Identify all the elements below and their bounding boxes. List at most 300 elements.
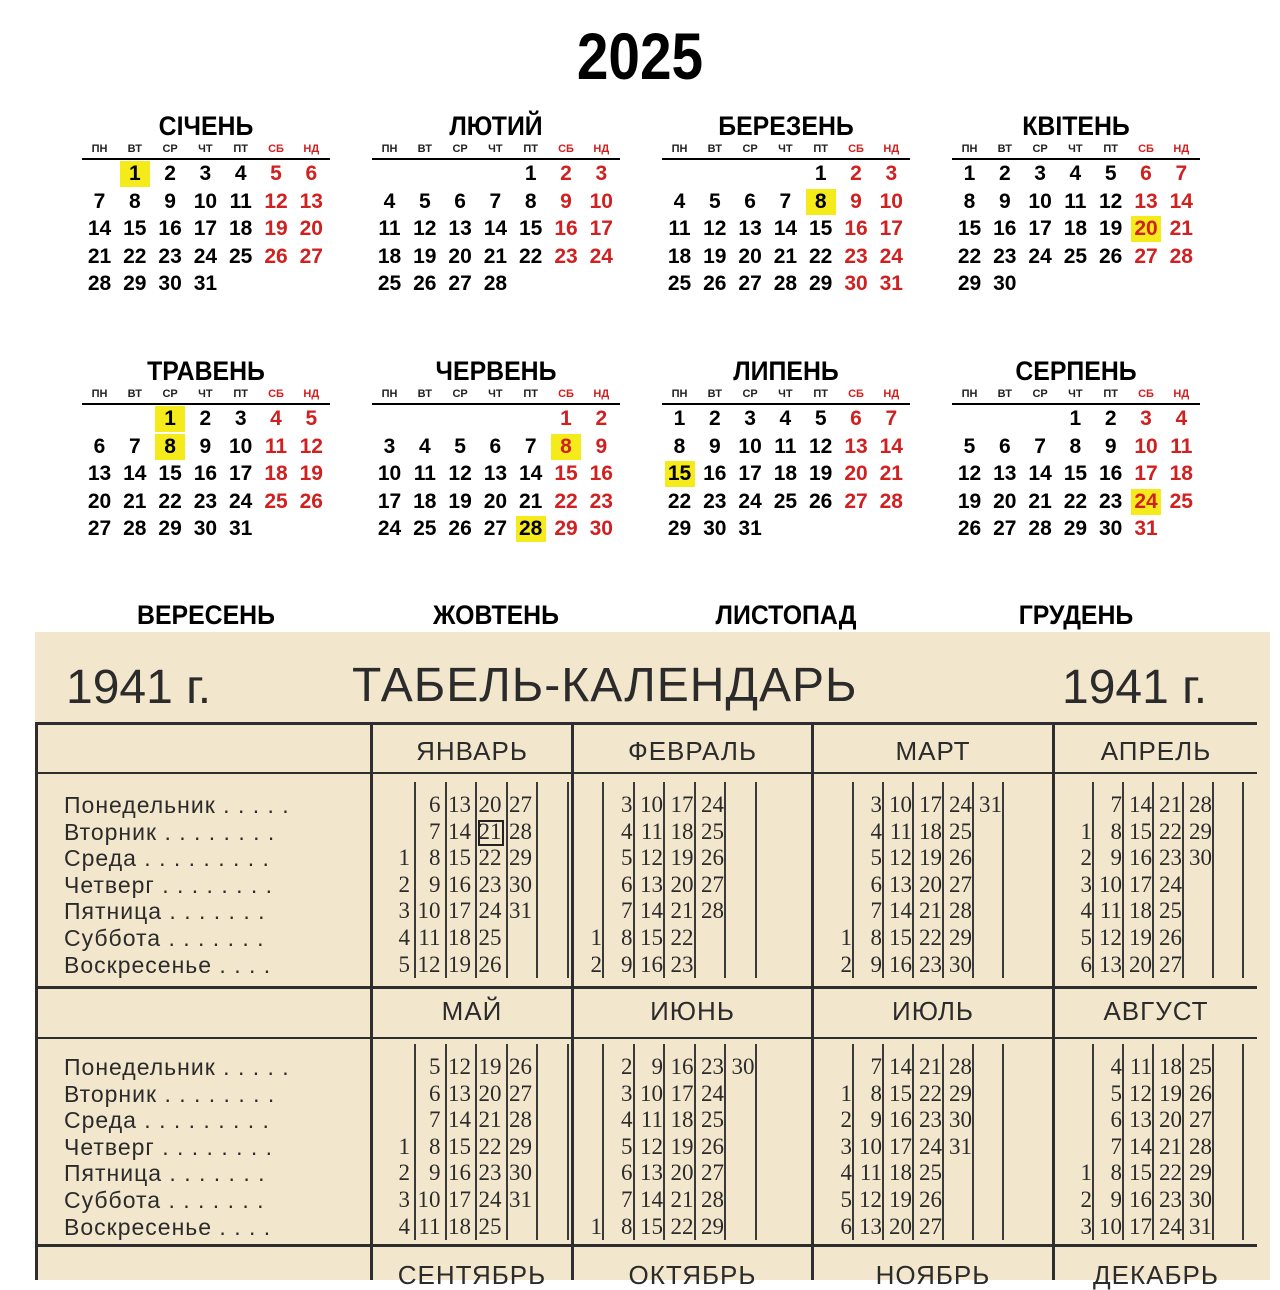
day-cell: 22: [478, 845, 502, 871]
day-cell: 12: [859, 1187, 882, 1212]
day-cell: 14: [1129, 1133, 1152, 1159]
day-cell: 29: [809, 272, 833, 296]
day-cell: 12: [1129, 1080, 1152, 1106]
day-cell: 5: [621, 1133, 633, 1159]
day-cell: 4: [398, 925, 410, 950]
weekday-label: СБ: [1138, 388, 1154, 400]
day-cell: 11: [640, 818, 663, 844]
day-cell: 6: [429, 1080, 441, 1106]
weekday-label: Среда . . . . . . . . .: [64, 845, 270, 872]
day-cell: 31: [1189, 1213, 1212, 1239]
day-cell: 26: [413, 272, 437, 296]
day-cell: 22: [1159, 818, 1182, 844]
day-cell: 18: [919, 818, 942, 844]
weekday-label: Суббота . . . . . . .: [64, 1187, 265, 1213]
day-cell: 22: [957, 244, 982, 268]
day-cell: 8: [806, 189, 836, 215]
day-cell: 1: [840, 925, 852, 950]
day-cell: 12: [417, 951, 441, 977]
day-cell: 6: [1110, 1107, 1122, 1133]
day-cell: 25: [949, 818, 972, 844]
day-cell: 5: [621, 845, 633, 871]
day-cell: 13: [1099, 951, 1122, 977]
day-cell: 24: [377, 517, 402, 541]
day-cell: 5: [1110, 1080, 1122, 1106]
day-cell: 19: [448, 951, 471, 977]
day-cell: 28: [1189, 1133, 1212, 1159]
day-cell: 7: [1034, 434, 1046, 458]
day-cell: 17: [1134, 462, 1158, 486]
day-cell: 25: [1169, 489, 1193, 513]
month-title: ТРАВЕНЬ: [147, 356, 265, 386]
day-cell: 24: [478, 898, 502, 924]
day-cell: 18: [1159, 1054, 1182, 1079]
day-cell: 23: [701, 1054, 724, 1079]
day-cell: 13: [483, 462, 508, 486]
column-rule: [755, 782, 757, 978]
day-cell: 9: [651, 1054, 663, 1079]
rule: [35, 1244, 1257, 1247]
weekday-label: СБ: [268, 388, 284, 400]
day-cell: 30: [993, 272, 1017, 296]
day-cell: 24: [478, 1187, 502, 1212]
day-cell: 27: [949, 871, 972, 897]
calendar-2025: [0, 0, 1280, 632]
day-cell: 12: [264, 189, 288, 213]
day-cell: 27: [738, 272, 762, 296]
month-title: ЛИПЕНЬ: [733, 356, 839, 386]
day-cell: 10: [738, 434, 762, 458]
day-cell: 3: [621, 1080, 633, 1106]
day-cell: 29: [701, 1213, 724, 1239]
day-cell: 9: [870, 1107, 882, 1133]
weekday-header: [82, 387, 330, 405]
day-cell: 7: [621, 1187, 633, 1212]
weekday-label: Четверг . . . . . . . .: [64, 871, 274, 898]
day-cell: 8: [128, 189, 141, 213]
day-cell: 20: [993, 489, 1017, 513]
day-cell: 28: [1028, 517, 1052, 541]
day-cell: 13: [1129, 1107, 1152, 1133]
right-margin: [1270, 632, 1280, 1280]
day-cell: 22: [670, 1213, 694, 1239]
day-cell: 20: [448, 244, 472, 268]
day-cell: 5: [870, 845, 882, 871]
day-cell: 23: [844, 244, 868, 268]
day-cell: 23: [919, 1107, 942, 1133]
day-cell: 29: [1063, 517, 1088, 541]
calendar-title: ТАБЕЛЬ-КАЛЕНДАРЬ: [352, 659, 858, 712]
month-3: [662, 111, 910, 351]
day-cell: 9: [870, 951, 882, 977]
day-cell: 3: [398, 898, 410, 924]
weekday-label: СБ: [558, 143, 574, 155]
day-cell: 13: [844, 434, 868, 458]
day-cell: 26: [1099, 244, 1123, 268]
weekday-label: СБ: [268, 143, 284, 155]
weekday-label: СР: [742, 388, 758, 400]
day-cell: 5: [840, 1187, 852, 1212]
day-cell: 20: [919, 871, 942, 897]
day-cell: 1: [963, 162, 976, 185]
day-cell: 10: [589, 189, 613, 213]
month-name: ДЕКАБРЬ: [1093, 1260, 1219, 1290]
day-cell: 29: [509, 845, 532, 871]
weekday-label: НД: [303, 388, 320, 400]
day-cell: 4: [234, 162, 247, 185]
day-cell: 25: [413, 517, 437, 541]
day-cell: 28: [701, 898, 724, 924]
day-cell: 5: [963, 434, 976, 458]
day-cell: 1: [1080, 1160, 1092, 1186]
day-cell: 2: [199, 407, 212, 430]
day-cell: 26: [299, 489, 323, 513]
weekday-label: ЧТ: [1068, 388, 1083, 400]
day-cell: 6: [744, 189, 756, 213]
month-2: [372, 111, 620, 351]
day-cell: 10: [859, 1133, 882, 1159]
day-cell: 14: [448, 1107, 471, 1133]
day-cell: 19: [670, 1133, 694, 1159]
weekday-label: СР: [452, 143, 468, 155]
day-cell: 29: [1189, 1160, 1212, 1186]
day-cell: 14: [1169, 189, 1193, 213]
day-cell: 27: [1159, 951, 1182, 977]
day-cell: 27: [299, 244, 323, 268]
day-cell: 16: [640, 951, 663, 977]
day-cell: 12: [448, 462, 472, 486]
day-cell: 7: [93, 189, 106, 213]
weekday-label: ПТ: [1103, 143, 1118, 155]
day-cell: 10: [229, 434, 253, 458]
day-cell: 2: [560, 162, 572, 185]
day-cell: 4: [621, 1107, 633, 1133]
day-cell: 22: [123, 244, 147, 268]
day-cell: 12: [640, 845, 663, 871]
day-cell: 11: [413, 462, 436, 486]
day-cell: 12: [1099, 925, 1122, 950]
day-cell: 10: [1028, 189, 1052, 213]
day-cell: 7: [429, 1107, 441, 1133]
month-5: [82, 356, 330, 596]
column-rule: [1002, 1044, 1004, 1240]
day-cell: 9: [850, 189, 862, 213]
day-cell: 25: [919, 1160, 942, 1186]
day-cell: 30: [949, 1107, 972, 1133]
day-cell: 25: [1189, 1054, 1212, 1079]
weekday-label: Пятница . . . . . . .: [64, 1160, 266, 1187]
year-title-2025: 2025: [576, 19, 704, 93]
day-cell: 28: [879, 489, 903, 513]
day-cell: 5: [1104, 162, 1117, 185]
day-cell: 2: [998, 162, 1011, 185]
day-cell: 17: [1129, 871, 1152, 897]
weekday-label: ЧТ: [488, 388, 503, 400]
day-cell: 6: [621, 871, 633, 897]
day-cell: 11: [1129, 1054, 1152, 1079]
day-cell: 24: [229, 489, 253, 513]
day-cell: 11: [859, 1160, 882, 1186]
day-cell: 31: [229, 517, 253, 541]
day-cell: 11: [1064, 189, 1087, 213]
day-cell: 17: [377, 489, 402, 513]
day-cell: 15: [640, 925, 663, 950]
day-cell: 1: [673, 407, 686, 430]
day-cell: 19: [889, 1187, 912, 1212]
weekday-label: ЧТ: [778, 143, 793, 155]
boxed-day-marker: [478, 820, 504, 846]
day-cell: 27: [844, 489, 868, 513]
day-cell: 13: [448, 792, 471, 817]
day-cell: 2: [164, 162, 176, 185]
day-cell: 25: [377, 272, 402, 296]
day-cell: 17: [1129, 1213, 1152, 1239]
day-cell: 14: [448, 818, 471, 844]
day-cell: 20: [299, 217, 323, 241]
day-cell: 17: [919, 792, 942, 817]
day-cell: 9: [429, 1160, 441, 1186]
day-cell: 18: [670, 818, 694, 844]
day-cell: 28: [1189, 792, 1212, 817]
day-cell: 3: [621, 792, 633, 817]
month-title: СІЧЕНЬ: [158, 111, 254, 141]
weekday-label: ВТ: [417, 143, 432, 155]
day-cell: 26: [1189, 1080, 1212, 1106]
day-cell: 24: [919, 1133, 942, 1159]
day-cell: 8: [1069, 434, 1082, 458]
day-cell: 21: [478, 818, 502, 844]
day-cell: 28: [701, 1187, 724, 1212]
day-cell: 20: [1129, 951, 1152, 977]
day-cell: 23: [670, 951, 694, 977]
day-cell: 4: [673, 189, 686, 213]
day-cell: 9: [560, 189, 572, 213]
month-name: СЕНТЯБРЬ: [397, 1260, 547, 1290]
day-cell: 12: [809, 434, 833, 458]
day-cell: 29: [957, 272, 982, 296]
day-cell: 17: [193, 217, 218, 241]
day-cell: 5: [270, 162, 282, 185]
day-cell: 4: [270, 407, 282, 430]
day-cell: 18: [413, 489, 437, 513]
month-7: [662, 356, 910, 596]
month-name: ИЮНЬ: [650, 996, 735, 1026]
day-cell: 23: [1159, 1187, 1182, 1212]
day-cell: 21: [478, 1107, 502, 1133]
day-cell: 6: [850, 407, 862, 430]
day-cell: 3: [199, 162, 212, 185]
day-cell: 29: [949, 925, 972, 950]
column-rule: [567, 782, 569, 978]
day-cell: 8: [429, 1133, 441, 1159]
day-cell: 30: [703, 517, 727, 541]
month-4: [952, 111, 1200, 351]
month-name: ФЕВРАЛЬ: [627, 736, 758, 766]
day-cell: 13: [738, 217, 762, 241]
day-cell: 15: [158, 462, 182, 486]
day-cell: 21: [87, 244, 112, 268]
day-cell: 1: [1069, 407, 1082, 430]
day-cell: 27: [1134, 244, 1158, 268]
day-cell: 14: [519, 462, 543, 486]
weekday-label: Пятница . . . . . . .: [64, 898, 266, 925]
day-cell: 30: [509, 871, 532, 897]
day-cell: 26: [509, 1054, 532, 1079]
day-cell: 23: [589, 489, 613, 513]
day-cell: 14: [123, 462, 147, 486]
day-cell: 10: [193, 189, 218, 213]
day-cell: 11: [668, 217, 691, 241]
day-cell: 12: [299, 434, 323, 458]
day-cell: 10: [889, 792, 912, 817]
day-cell: 2: [1080, 1187, 1092, 1212]
day-cell: 7: [870, 1054, 882, 1079]
day-cell: 31: [949, 1133, 972, 1159]
day-cell: 25: [478, 1213, 502, 1239]
month-title: ЛИСТОПАД: [715, 600, 857, 630]
day-cell: 3: [1080, 1213, 1092, 1239]
day-cell: 4: [383, 189, 396, 213]
weekday-label: ПТ: [1103, 388, 1118, 400]
day-cell: 22: [478, 1133, 502, 1159]
column-rule: [1242, 782, 1244, 978]
day-cell: 8: [524, 189, 537, 213]
weekday-label: Воскресенье . . . .: [64, 1213, 272, 1240]
weekday-label: СБ: [848, 143, 864, 155]
weekday-label: ПТ: [523, 388, 538, 400]
day-cell: 18: [448, 925, 471, 950]
day-cell: 15: [554, 462, 578, 486]
day-cell: 26: [448, 517, 472, 541]
day-cell: 21: [1028, 489, 1052, 513]
day-cell: 24: [879, 244, 903, 268]
day-cell: 19: [478, 1054, 502, 1079]
day-cell: 4: [1069, 162, 1082, 185]
weekday-header: [952, 142, 1200, 160]
day-cell: 14: [87, 217, 112, 241]
day-cell: 28: [87, 272, 112, 296]
day-cell: 21: [483, 244, 508, 268]
day-cell: 8: [551, 434, 581, 460]
day-cell: 25: [1063, 244, 1088, 268]
day-cell: 12: [413, 217, 437, 241]
day-cell: 20: [483, 489, 508, 513]
weekday-label: СР: [162, 143, 178, 155]
day-cell: 13: [448, 217, 472, 241]
day-cell: 20: [1131, 216, 1161, 242]
weekday-label: СБ: [558, 388, 574, 400]
month-title: ВЕРЕСЕНЬ: [137, 600, 275, 630]
weekday-label: Четверг . . . . . . . .: [64, 1133, 274, 1160]
weekday-label: ЧТ: [198, 388, 213, 400]
day-cell: 23: [193, 489, 218, 513]
month-name: МАРТ: [895, 736, 971, 766]
day-cell: 26: [264, 244, 288, 268]
day-cell: 12: [703, 217, 727, 241]
day-cell: 20: [1159, 1107, 1182, 1133]
day-cell: 12: [889, 845, 912, 871]
day-cell: 17: [670, 1080, 694, 1106]
month-title: КВІТЕНЬ: [1022, 111, 1130, 141]
day-cell: 18: [1129, 898, 1152, 924]
day-cell: 18: [773, 462, 798, 486]
day-cell: 19: [299, 462, 323, 486]
day-cell: 31: [509, 898, 532, 924]
day-cell: 4: [840, 1160, 852, 1186]
column-rule: [567, 1044, 569, 1240]
day-cell: 10: [879, 189, 903, 213]
month-title: ЛЮТИЙ: [449, 111, 543, 141]
day-cell: 23: [1159, 845, 1182, 871]
day-cell: 5: [454, 434, 466, 458]
day-cell: 24: [1159, 1213, 1182, 1239]
month-title: ЖОВТЕНЬ: [433, 600, 559, 630]
day-cell: 11: [264, 434, 288, 458]
weekday-label: ПН: [381, 388, 398, 400]
day-cell: 12: [1099, 189, 1123, 213]
day-cell: 21: [879, 462, 903, 486]
day-cell: 14: [640, 1187, 663, 1212]
day-cell: 8: [621, 925, 633, 950]
day-cell: 27: [509, 792, 532, 817]
day-cell: 16: [670, 1054, 694, 1079]
day-cell: 7: [489, 189, 502, 213]
column-rule: [755, 1044, 757, 1240]
day-cell: 15: [889, 1080, 912, 1106]
day-cell: 28: [516, 516, 546, 542]
day-cell: 7: [1175, 162, 1188, 185]
day-cell: 15: [957, 217, 982, 241]
day-cell: 24: [1028, 244, 1052, 268]
day-cell: 2: [398, 871, 410, 897]
day-cell: 24: [701, 792, 724, 817]
day-cell: 21: [919, 898, 942, 924]
frame-line: [35, 722, 38, 1280]
day-cell: 6: [489, 434, 502, 458]
month-name: МАЙ: [441, 996, 503, 1026]
day-cell: 11: [378, 217, 401, 241]
weekday-label: ПТ: [233, 388, 248, 400]
day-cell: 15: [1063, 462, 1088, 486]
weekday-label: ПТ: [813, 388, 828, 400]
day-cell: 11: [774, 434, 797, 458]
day-cell: 10: [640, 1080, 663, 1106]
day-cell: 21: [670, 898, 694, 924]
day-cell: 3: [234, 407, 247, 430]
day-cell: 2: [1080, 845, 1092, 871]
day-cell: 2: [590, 951, 602, 977]
day-cell: 16: [703, 462, 727, 486]
day-cell: 17: [229, 462, 253, 486]
day-cell: 29: [667, 517, 692, 541]
day-cell: 9: [621, 951, 633, 977]
day-cell: 28: [123, 517, 147, 541]
weekday-label: Суббота . . . . . . .: [64, 925, 265, 951]
day-cell: 13: [448, 1080, 471, 1106]
day-cell: 17: [670, 792, 694, 817]
weekday-label: Понедельник . . . . .: [64, 1054, 290, 1080]
day-cell: 26: [701, 1133, 724, 1159]
day-cell: 18: [889, 1160, 912, 1186]
day-cell: 31: [979, 792, 1002, 817]
column-rule: [972, 1044, 974, 1240]
weekday-label: ЧТ: [1068, 143, 1083, 155]
day-cell: 7: [429, 818, 441, 844]
weekday-label: ВТ: [707, 388, 722, 400]
weekday-label: ВТ: [127, 143, 142, 155]
day-cell: 19: [1099, 217, 1123, 241]
year-right: 1941 г.: [1062, 661, 1208, 714]
